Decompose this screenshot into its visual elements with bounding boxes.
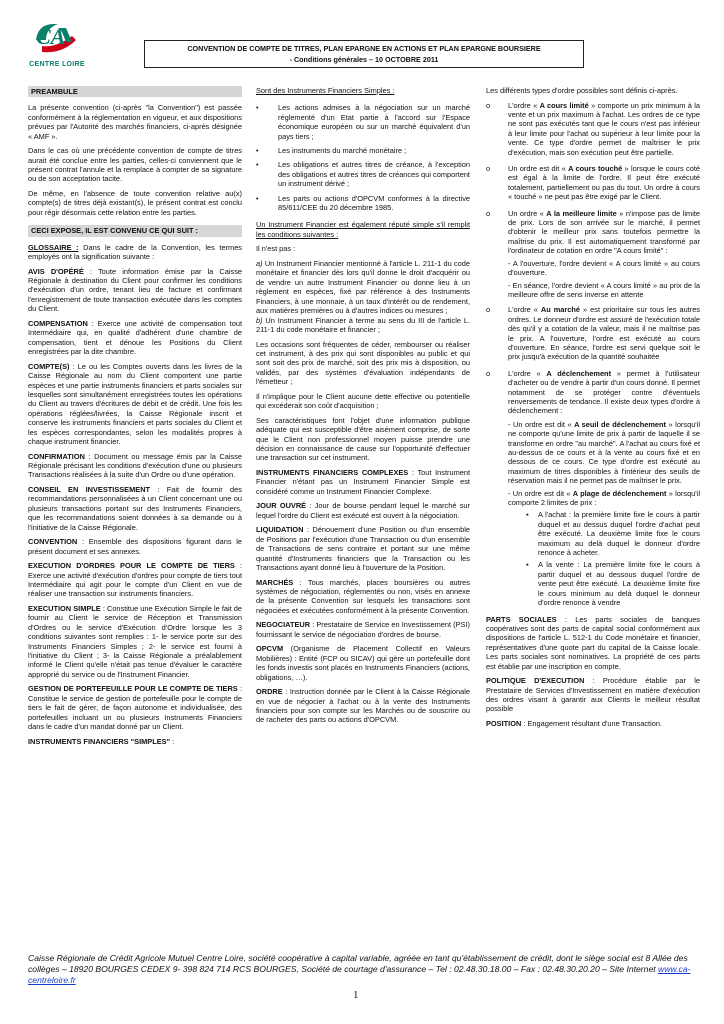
- definition-conseil: CONSEIL EN INVESTISSEMENT : Fait de fournir des recommandations personnalisées à un Client concernant une ou plusieurs transactions portant sur des Instruments Financiers, que les recommandations soient données à sa demande ou à l'initiative de la Caisse Régionale.: [28, 484, 242, 532]
- paragraph: Ses caractéristiques font l'objet d'une information publique adéquate qui est susceptible d'être aisément comprise, de sorte que le Client non professionnel moyen puisse prendre une décision en connaissance de cause sur l'opportunité d'effectuer une transaction sur cet instrument.: [256, 415, 470, 463]
- circle-bullet-icon: o: [486, 368, 491, 378]
- definition-execution-simple: EXECUTION SIMPLE : Constitue une Exécution Simple le fait de fournir au Client le service de Réception et Transmission d'Ordres ou le service d'Exécution d'Ordre lorsque les 3 conditions suivantes sont remplies : 1- le service porte sur des Instruments Financiers Simples ; 2- le service est fourni à l'initiative du Client ; 3- la Caisse Régionale a préalablement informé le Client qu'elle n'était pas tenue d'évaluer le caractère approprié du service ou de l'Instrument Financier.: [28, 603, 242, 679]
- section-heading-preamble: PREAMBULE: [28, 86, 242, 97]
- definition-glossaire: GLOSSAIRE : Dans le cadre de la Convention, les termes employés ont la signification suivante :: [28, 242, 243, 262]
- bullet-icon: •: [256, 160, 259, 170]
- condition-b: b) Un Instrument Financier à terme au sens du III de l'article L. 211-1 du code monétaire et financier ;: [256, 315, 470, 334]
- circle-bullet-icon: o: [486, 208, 491, 218]
- order-types-intro: Les différents types d'ordre possibles sont définis ci-après.: [486, 86, 678, 95]
- definition-comptes: COMPTE(S) : Le ou les Comptes ouverts dans les livres de la Caisse Régionale au nom du Client comportent une partie espèces et une partie instruments financiers et parts sociales sur lesquelles sont simultanément enregistrées toutes les opérations du Client au travers d'écritures de débit et de crédit. Une fois les opérations réglées/livrées, la Caisse Régionale inscrit et conserve les instruments financiers et parts sociales du Client et les espèces correspondantes, selon les modalités propres à chaque instrument financier.: [28, 361, 242, 446]
- list-item: o L'ordre « A cours limité » comporte un prix minimum à la vente et un prix maximum à l'achat. Les ordres de ce type ne sont pas exécutés tant que le cours n'est pas inférieur à leur limite pour l'achat ou supérieur à leur limite pour la vente. Ce type d'ordre permet de maîtriser le prix d'exécution, mais son exécution peut être partielle.: [486, 100, 700, 157]
- definition-politique-execution: POLITIQUE D'EXECUTION : Procédure établie par le Prestataire de Services d'Investissement en matière d'exécution des ordres visant à garantir aux Clients le meilleur résultat possible: [486, 676, 700, 714]
- definition-execution-ordres: EXECUTION D'ORDRES POUR LE COMPTE DE TIERS : Exerce une activité d'exécution d'ordres pour compte de tiers tout Intermédiaire qui agit pour le compte d'un Client en vue de réaliser une transaction sur instruments financiers.: [28, 561, 242, 599]
- simple-conditions-intro: Un Instrument Financier est également réputé simple s'il remplit les conditions suivantes :: [256, 220, 470, 239]
- paragraph: Il n'est pas :: [256, 244, 296, 254]
- list-item: • Les obligations et autres titres de créance, à l'exception des obligations et autres titres de créances qui comportent un instrument dérivé ;: [256, 160, 470, 189]
- page-number: 1: [353, 989, 359, 1001]
- sub-item: - En séance, l'ordre devient « A cours limité » au prix de la meilleure offre de sens inverse en attente: [508, 280, 700, 299]
- title-line-2: - Conditions générales – 10 OCTOBRE 2011: [289, 55, 439, 64]
- preamble-paragraph: La présente convention (ci-après "la Convention") est passée conformément à la réglementation en vigueur, et aux dispositions prévues par l'Autorité des marchés financiers, ci-après désignée « AMF ».: [28, 103, 242, 141]
- definition-gestion-portefeuille: GESTION DE PORTEFEUILLE POUR LE COMPTE DE TIERS : Constitue le service de gestion de portefeuille pour le compte de tiers le fait de gérer, de façon autonome et individualisée, des portefeuilles incluant un ou plusieurs Instruments Financiers dans le cadre d'un mandat donné par un Client.: [28, 684, 243, 732]
- definition-confirmation: CONFIRMATION : Document ou message émis par la Caisse Régionale précisant les conditions d'exécution d'une ou plusieurs Transactions réalisées à la suite d'un Ordre ou d'une opération.: [28, 451, 242, 480]
- title-line-1: CONVENTION DE COMPTE DE TITRES, PLAN EPARGNE EN ACTIONS ET PLAN EPARGNE BOURSIERE: [187, 44, 541, 53]
- paragraph: Les occasions sont fréquentes de céder, rembourser ou réaliser cet instrument, à des prix qui sont disponibles au public et qui sont soit des prix de marché, soit des prix mis à disposition, ou validés, par des systèmes d'évaluation indépendants de l'émetteur ;: [256, 339, 470, 387]
- definition-negociateur: NEGOCIATEUR : Prestataire de Service en Investissement (PSI) fournissant le service de négociation d'ordres de bourse.: [256, 620, 470, 639]
- definition-marches: MARCHÉS : Tous marchés, places boursières ou autres systèmes de négociation, réglementés ou non, visés en annexe de la présente Convention sur lesquels les transactions sont négociées et exécutées conformément à la présente Convention.: [256, 577, 470, 615]
- definition-parts-sociales: PARTS SOCIALES : Les parts sociales de banques coopératives sont des parts de capital social conformément aux dispositions de l'article L. 512-1 du Code monétaire et financier, représentatives d'une quote part du capital de la Caisse locale. Les parts sociales sont nominatives. La propriété de ces parts est établie par une inscription en compte.: [486, 614, 700, 671]
- definition-avis-opere: AVIS D'OPÉRÉ : Toute information émise par la Caisse Régionale à destination du Client pour confirmer les conditions d'exécution d'un ordre, tenant lieu de facture et confirmant l'enregistrement de toute transaction exécutée dans les comptes du Client.: [28, 266, 243, 314]
- sub-sub-item: ▪ A la vente : La première limite fixe le cours à partir duquel et au dessous duquel l'ordre de vente peut être exécuté. La deuxième limite fixe le cours minimum au delà duquel le donneur d'ordre renonce à vendre: [526, 560, 700, 608]
- list-item: o Un ordre « A la meilleure limite » n'impose pas de limite de prix. Lors de son arrivée sur le marché, il permet d'obtenir le meilleur prix sans toutefois permettre la maîtrise du prix. Il est automatiquement transformé par l'ordinateur de cotation en ordre "A cours limité" :: [486, 208, 700, 256]
- section-heading-expose: CECI EXPOSE, IL EST CONVENU CE QUI SUIT :: [28, 225, 242, 236]
- definition-jour-ouvre: JOUR OUVRÉ : Jour de bourse pendant lequel le marché sur lequel l'ordre du Client est exécuté est ouvert à la négociation.: [256, 501, 470, 520]
- list-item: o L'ordre « Au marché » est prioritaire sur tous les autres ordres. Le donneur d'ordre est assuré de l'exécution totale dès qu'il y a cotation de la valeur, mais il ne maîtrise pas le prix. A l'ouverture, l'ordre est exécuté au cours d'ouverture. En séance, l'ordre est servi quelque soit le prix jusqu'à exécution de la quantité souhaitée: [486, 305, 700, 362]
- website-link[interactable]: www.ca-centreloire.fr: [28, 964, 691, 985]
- sub-item: - A l'ouverture, l'ordre devient « A cours limité » au cours d'ouverture.: [508, 258, 700, 278]
- simple-instruments-intro: Sont des Instruments Financiers Simples :: [256, 86, 395, 95]
- column-1: [28, 86, 242, 751]
- definition-ordre: ORDRE : Instruction donnée par le Client à la Caisse Régionale en vue de négocier à l'achat ou à la vente des Instruments financiers pour son compte sur les Marchés ou de souscrire ou de racheter des parts ou actions d'OPCVM.: [256, 687, 470, 725]
- credit-agricole-logo: [26, 18, 88, 78]
- circle-bullet-icon: o: [486, 164, 491, 174]
- sub-item: - Un ordre est dit « A plage de déclenchement » lorsqu'il comporte 2 limites de prix :: [508, 488, 700, 508]
- preamble-paragraph: Dans le cas où une précédente convention de compte de titres aurait été conclue entre les parties, celles-ci conviennent que le présent contrat l'annule et la remplace à compter de sa signature ou de son acceptation tacite.: [28, 146, 242, 184]
- circle-bullet-icon: o: [486, 100, 491, 110]
- definition-convention: CONVENTION : Ensemble des dispositions figurant dans le présent document et ses annexes.: [28, 537, 242, 556]
- definition-position: POSITION : Engagement résultant d'une Transaction.: [486, 718, 663, 728]
- preamble-paragraph: De même, en l'absence de toute convention relative au(x) compte(s) de titres déjà existant(s), le présent contrat est conclu pour régir désormais cette relation entre les parties.: [28, 189, 242, 217]
- list-item: • Les instruments du marché monétaire ;: [256, 146, 407, 156]
- brand-name: CENTRE LOIRE: [29, 61, 85, 68]
- list-item: • Les actions admises à la négociation sur un marché réglementé d'un Etat partie à l'accord sur l'Espace économique européen ou sur un marché équivalent d'un pays tiers ;: [256, 103, 470, 141]
- square-bullet-icon: ▪: [526, 560, 529, 570]
- bullet-icon: •: [256, 193, 259, 203]
- footer-legal: Caisse Régionale de Crédit Agricole Mutuel Centre Loire, société coopérative à capital variable, agréée en tant qu'établissement de crédit, dont le siège social est 8 Allée des collèges – 18920 BOURGES CEDEX 9- 398 824 714 RCS BOURGES, Société de courtage d'assurance – Tel : 02.48.30.18.00 – Fax : 02.48.30.20.20 – Site Internet www.ca-centreloire.fr: [28, 953, 691, 985]
- column-2: [256, 86, 470, 730]
- paragraph: Il n'implique pour le Client aucune dette effective ou potentielle qui excéderait son coût d'acquisition ;: [256, 391, 470, 411]
- list-item: • Les parts ou actions d'OPCVM conformes à la directive 85/611/CEE du 20 décembre 1985.: [256, 193, 470, 213]
- sub-sub-item: ▪ A l'achat : la première limite fixe le cours à partir duquel et au dessus duquel l'ordre d'achat peut être exécuté. La deuxième limite fixe le cours maximum au delà duquel le donneur d'ordre renonce à acheter.: [526, 510, 700, 558]
- bullet-icon: •: [256, 146, 259, 156]
- document-title: [144, 40, 584, 68]
- svg-text:CA: CA: [36, 24, 66, 49]
- definition-compensation: COMPENSATION : Exerce une activité de compensation tout Intermédiaire qui, en qualité d'adhérent d'une chambre de compensation, tient et dénoue les Positions du Client enregistrées par la dite chambre.: [28, 318, 242, 357]
- list-item: o L'ordre « A déclenchement » permet à l'utilisateur d'acheter ou de vendre à partir d'un cours donné. Il permet notamment de se protéger contre d'éventuels renversements de tendance. Il existe deux types d'ordre à déclenchement :: [486, 368, 700, 416]
- square-bullet-icon: ▪: [526, 510, 529, 520]
- condition-a: a) Un Instrument Financier mentionné à l'article L. 211-1 du code monétaire et financier dès lors qu'il donne le droit d'acquérir ou de vendre un autre Instrument Financier ou donne lieu à un règlement en espèces, fixé par référence à des Instruments Financiers, à une monnaie, à un taux d'intérêt ou de rendement, aux matières premières ou à d'autres indices ou mesures ;: [256, 259, 470, 316]
- definition-instruments-simples: INSTRUMENTS FINANCIERS "SIMPLES" :: [28, 736, 175, 746]
- list-item: o Un ordre est dit « A cours touché » lorsque le cours coté est égal à la limite de l'ordre. Il peut être exécuté totalement, partiellement ou pas du tout. Un ordre à cours « touché » ne peut pas être exigé par le Client.: [486, 164, 700, 202]
- circle-bullet-icon: o: [486, 305, 491, 315]
- bullet-icon: •: [256, 103, 259, 113]
- column-3: [486, 86, 700, 734]
- definition-opcvm: OPCVM (Organisme de Placement Collectif en Valeurs Mobilières) : Entité (FCP ou SICAV) qui gère un portefeuille dont les fonds investis sont placés en Instruments Financiers (actions, obligations, …).: [256, 644, 470, 682]
- definition-instruments-complexes: INSTRUMENTS FINANCIERS COMPLEXES : Tout Instrument Financier n'étant pas un Instrument Financier Simple est considéré comme un Instrument Financier Complexe.: [256, 467, 470, 496]
- definition-liquidation: LIQUIDATION : Dénouement d'une Position ou d'un ensemble de Positions par l'exécution d'une Transaction ou d'un ensemble de Transactions de sens contraire et portant sur une même quantité d'Instruments financiers que la Transaction ou les Transactions ayant donné lieu à l'ouverture de la Position.: [256, 525, 470, 572]
- ca-logo-mark: [32, 18, 82, 58]
- sub-item: - Un ordre est dit « A seuil de déclenchement » lorsqu'il ne comporte qu'une limite de prix à partir de laquelle il se transforme en ordre "au marché". A l'achat au cours fixé et au-dessus de ce cours et à la vente au cours fixé et en dessous de ce cours. Ce type d'ordre est exécuté au maximum de titres disponibles à l'intérieur des seuils de réservation mais il ne permet pas de maîtriser le prix.: [508, 419, 701, 486]
